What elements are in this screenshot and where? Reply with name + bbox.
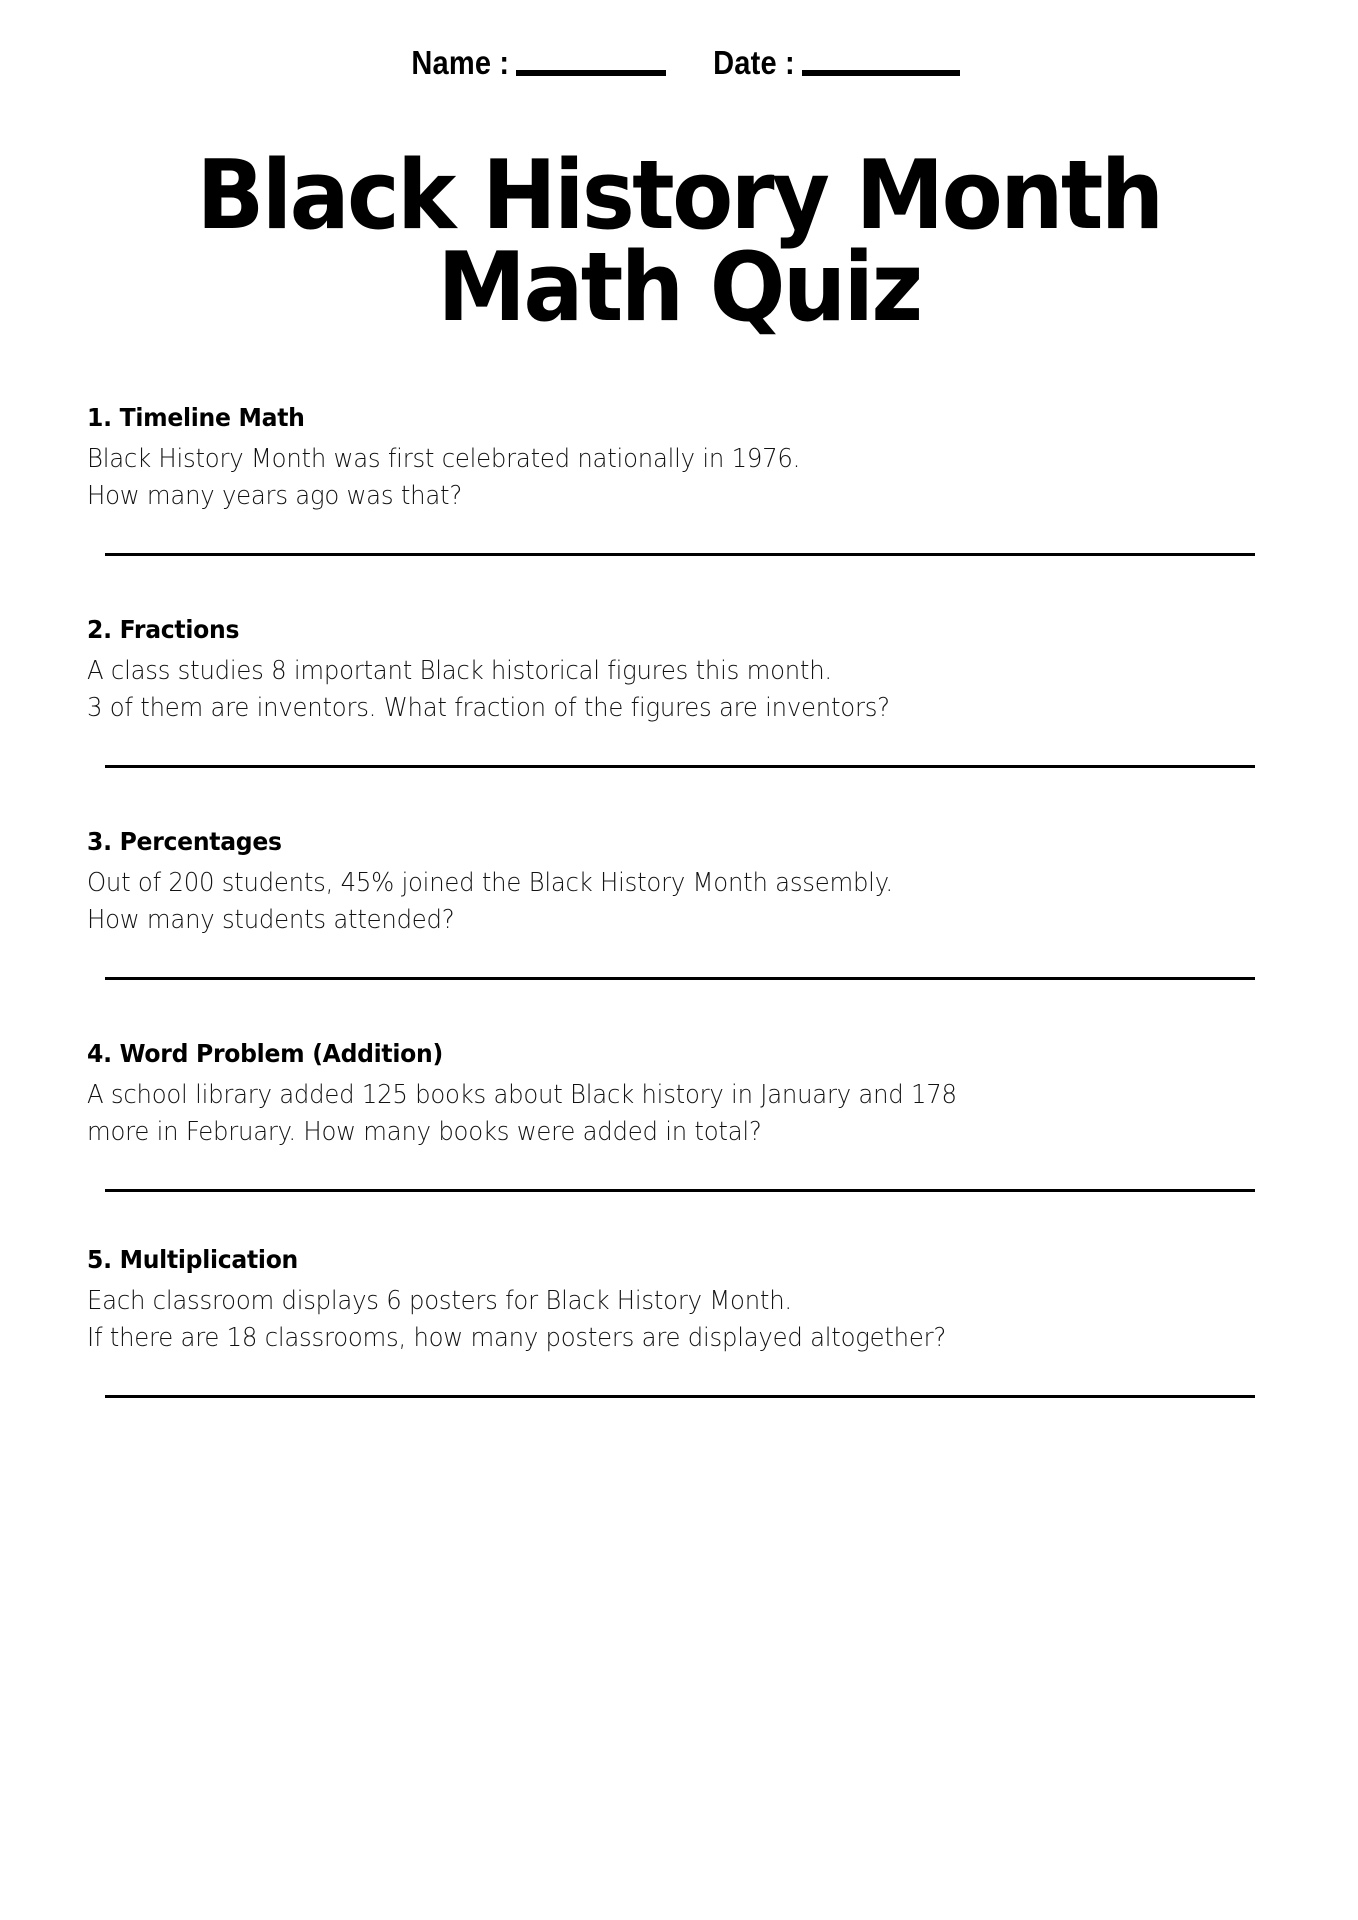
question-item bbox=[87, 826, 1271, 980]
worksheet-title bbox=[0, 139, 1358, 343]
answer-line[interactable] bbox=[105, 1189, 1255, 1192]
question-text-line: A school library added 125 books about Black history in January and 178 bbox=[87, 1080, 957, 1110]
title-line-1: Black History Month bbox=[196, 139, 1162, 251]
question-text-line: How many students attended? bbox=[87, 905, 455, 935]
name-label: Name : bbox=[411, 44, 510, 81]
question-heading: 4. Word Problem (Addition) bbox=[87, 1039, 443, 1068]
name-write-in-line[interactable] bbox=[516, 70, 666, 76]
name-date-header bbox=[0, 46, 1358, 79]
answer-line[interactable] bbox=[105, 1395, 1255, 1398]
question-heading: 5. Multiplication bbox=[87, 1245, 299, 1274]
question-text-line: 3 of them are inventors. What fraction of the figures are inventors? bbox=[87, 693, 890, 723]
question-item bbox=[87, 614, 1271, 768]
date-label: Date : bbox=[713, 44, 796, 81]
date-write-in-line[interactable] bbox=[802, 70, 960, 76]
question-text-line: more in February. How many books were added in total? bbox=[87, 1117, 762, 1147]
question-text-line: How many years ago was that? bbox=[87, 481, 463, 511]
question-heading: 3. Percentages bbox=[87, 827, 282, 856]
question-text-line: Each classroom displays 6 posters for Black History Month. bbox=[87, 1286, 792, 1316]
answer-line[interactable] bbox=[105, 765, 1255, 768]
question-heading: 2. Fractions bbox=[87, 615, 240, 644]
question-item bbox=[87, 402, 1271, 556]
question-text-line: A class studies 8 important Black historical figures this month. bbox=[87, 656, 832, 686]
question-text-line: If there are 18 classrooms, how many posters are displayed altogether? bbox=[87, 1323, 947, 1353]
name-field-group bbox=[398, 46, 666, 79]
question-list bbox=[87, 402, 1271, 1398]
question-text-line: Black History Month was first celebrated nationally in 1976. bbox=[87, 444, 801, 474]
question-item bbox=[87, 1244, 1271, 1398]
answer-line[interactable] bbox=[105, 553, 1255, 556]
date-field-group bbox=[702, 46, 960, 79]
answer-line[interactable] bbox=[105, 977, 1255, 980]
title-line-2: Math Quiz bbox=[437, 231, 921, 343]
question-text-line: Out of 200 students, 45% joined the Black History Month assembly. bbox=[87, 868, 893, 898]
question-heading: 1. Timeline Math bbox=[87, 403, 305, 432]
question-item bbox=[87, 1038, 1271, 1192]
